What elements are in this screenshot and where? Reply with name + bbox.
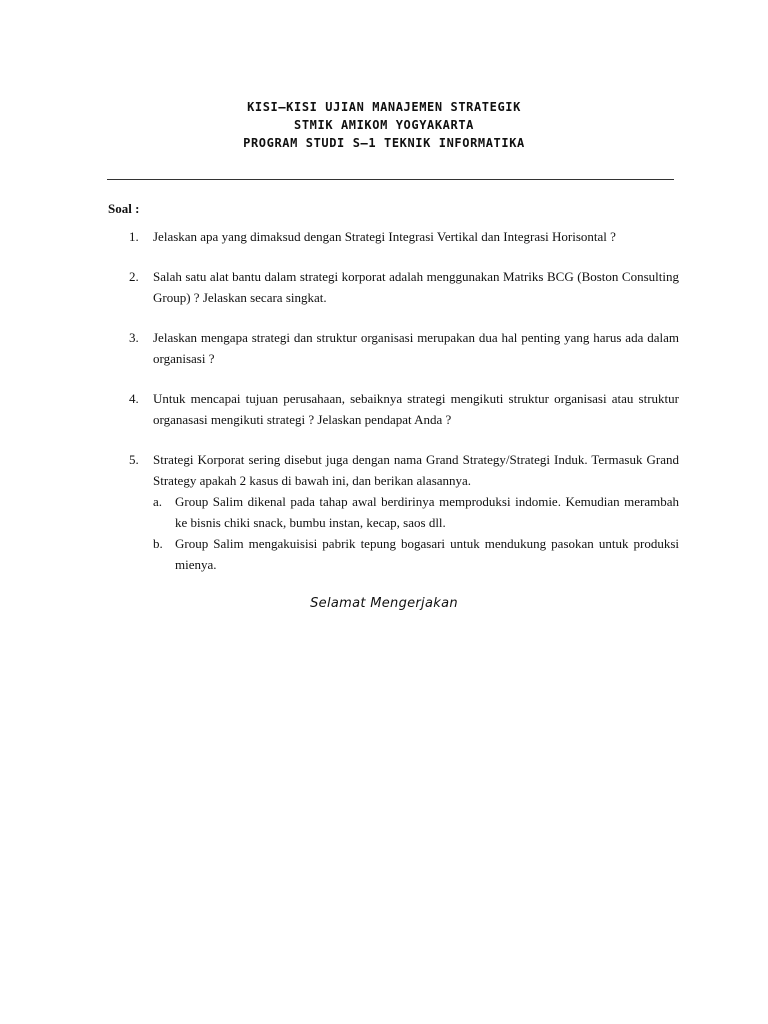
question-list bbox=[123, 226, 679, 594]
question-number: 5. bbox=[129, 452, 139, 467]
question-item-1 bbox=[123, 226, 679, 247]
question-number: 1. bbox=[129, 229, 139, 244]
document-header bbox=[0, 98, 768, 152]
question-number: 2. bbox=[129, 269, 139, 284]
question-text: Jelaskan mengapa strategi dan struktur organisasi merupakan dua hal penting yang harus ada dalam organisasi ? bbox=[153, 330, 679, 366]
question-text: Untuk mencapai tujuan perusahaan, sebaiknya strategi mengikuti struktur organisasi atau struktur organasasi mengikuti strategi ? Jelaskan pendapat Anda ? bbox=[153, 391, 679, 427]
question-item-2 bbox=[123, 266, 679, 308]
sub-question-b bbox=[153, 533, 679, 575]
question-text: Strategi Korporat sering disebut juga dengan nama Grand Strategy/Strategi Induk. Termasuk Grand Strategy apakah 2 kasus di bawah ini, dan berikan alasannya. bbox=[153, 452, 679, 488]
header-title: KISI–KISI UJIAN MANAJEMEN STRATEGIK bbox=[247, 100, 521, 114]
header-program: PROGRAM STUDI S–1 TEKNIK INFORMATIKA bbox=[243, 136, 525, 150]
header-institution: STMIK AMIKOM YOGYAKARTA bbox=[294, 118, 474, 132]
question-item-4 bbox=[123, 388, 679, 430]
question-number: 4. bbox=[129, 391, 139, 406]
question-item-3 bbox=[123, 327, 679, 369]
question-text: Jelaskan apa yang dimaksud dengan Strategi Integrasi Vertikal dan Integrasi Horisontal ? bbox=[153, 229, 616, 244]
sub-question-list bbox=[153, 491, 679, 575]
question-text: Salah satu alat bantu dalam strategi korporat adalah menggunakan Matriks BCG (Boston Consulting Group) ? Jelaskan secara singkat. bbox=[153, 269, 679, 305]
sub-question-text: Group Salim dikenal pada tahap awal berdirinya memproduksi indomie. Kemudian merambah ke bisnis chiki snack, bumbu instan, kecap, saos dll. bbox=[175, 494, 679, 530]
soal-label: Soal : bbox=[108, 201, 140, 216]
sub-question-letter: b. bbox=[153, 536, 163, 551]
closing-greeting: Selamat Mengerjakan bbox=[310, 596, 458, 611]
header-divider bbox=[107, 179, 674, 180]
question-item-5 bbox=[123, 449, 679, 575]
sub-question-text: Group Salim mengakuisisi pabrik tepung bogasari untuk mendukung pasokan untuk produksi mienya. bbox=[175, 536, 679, 572]
question-number: 3. bbox=[129, 330, 139, 345]
sub-question-letter: a. bbox=[153, 494, 163, 509]
sub-question-a bbox=[153, 491, 679, 533]
